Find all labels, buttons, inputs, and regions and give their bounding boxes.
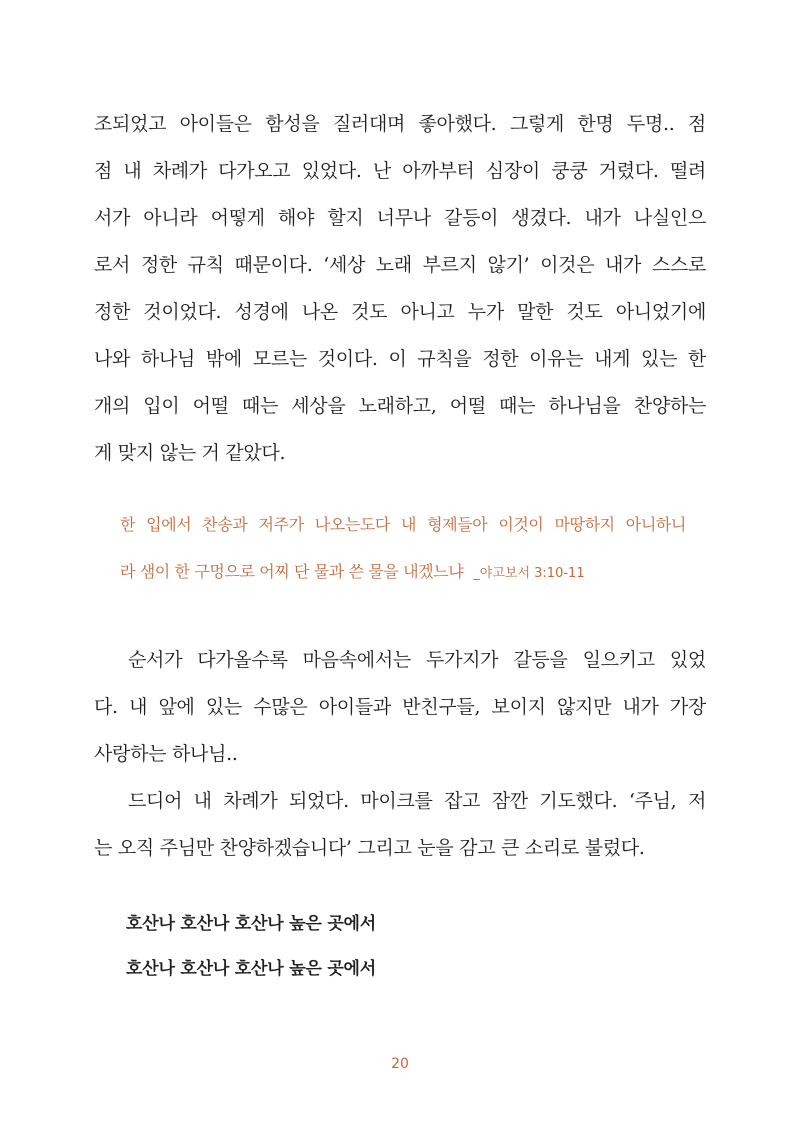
body-paragraph-2 <box>94 637 706 778</box>
quote-line <box>120 548 686 595</box>
paragraph-line: 는 오직 주님만 찬양하겠습니다’ 그리고 눈을 감고 큰 소리로 불렀다. <box>94 837 645 859</box>
paragraph-line: 다. 내 앞에 있는 수많은 아이들과 반친구들, 보이지 않지만 내가 가장 <box>94 696 706 718</box>
paragraph-line: 정한 것이었다. 성경에 나온 것도 아니고 누가 말한 것도 아니었기에 <box>94 301 706 323</box>
paragraph-line: 드디어 내 차례가 되었다. 마이크를 잡고 잠깐 기도했다. ‘주님, 저 <box>128 790 706 812</box>
scripture-quote <box>120 501 686 595</box>
hymn-lyrics <box>126 902 376 992</box>
body-paragraph-1 <box>94 101 706 477</box>
body-paragraph-3 <box>94 778 706 872</box>
quote-line: 한 입에서 찬송과 저주가 나오는도다 내 형제들아 이것이 마땅하지 아니하니 <box>120 515 686 534</box>
lyric-line: 호산나 호산나 호산나 높은 곳에서 <box>126 914 376 934</box>
paragraph-line: 점 내 차례가 다가오고 있었다. 난 아까부터 심장이 쿵쿵 거렸다. 떨려 <box>94 160 706 182</box>
paragraph-line: 나와 하나님 밖에 모르는 것이다. 이 규칙을 정한 이유는 내게 있는 한 <box>94 348 706 370</box>
quote-line-text: 라 샘이 한 구멍으로 어찌 단 물과 쓴 물을 내겠느냐 <box>120 562 464 581</box>
paragraph-line: 사랑하는 하나님.. <box>94 743 238 765</box>
page-number: 20 <box>391 1056 409 1072</box>
lyric-line: 호산나 호산나 호산나 높은 곳에서 <box>126 959 376 979</box>
paragraph-line: 서가 아니라 어떻게 해야 할지 너무나 갈등이 생겼다. 내가 나실인으 <box>94 207 706 229</box>
scripture-reference: _야고보서 3:10-11 <box>473 566 585 581</box>
paragraph-line: 로서 정한 규칙 때문이다. ‘세상 노래 부르지 않기’ 이것은 내가 스스로 <box>94 254 706 276</box>
paragraph-line: 게 맞지 않는 거 같았다. <box>94 442 286 464</box>
paragraph-line: 조되었고 아이들은 함성을 질러대며 좋아했다. 그렇게 한명 두명.. 점 <box>94 113 706 135</box>
paragraph-line: 순서가 다가올수록 마음속에서는 두가지가 갈등을 일으키고 있었 <box>128 649 706 671</box>
paragraph-line: 개의 입이 어떨 때는 세상을 노래하고, 어떨 때는 하나님을 찬양하는 <box>94 395 706 417</box>
